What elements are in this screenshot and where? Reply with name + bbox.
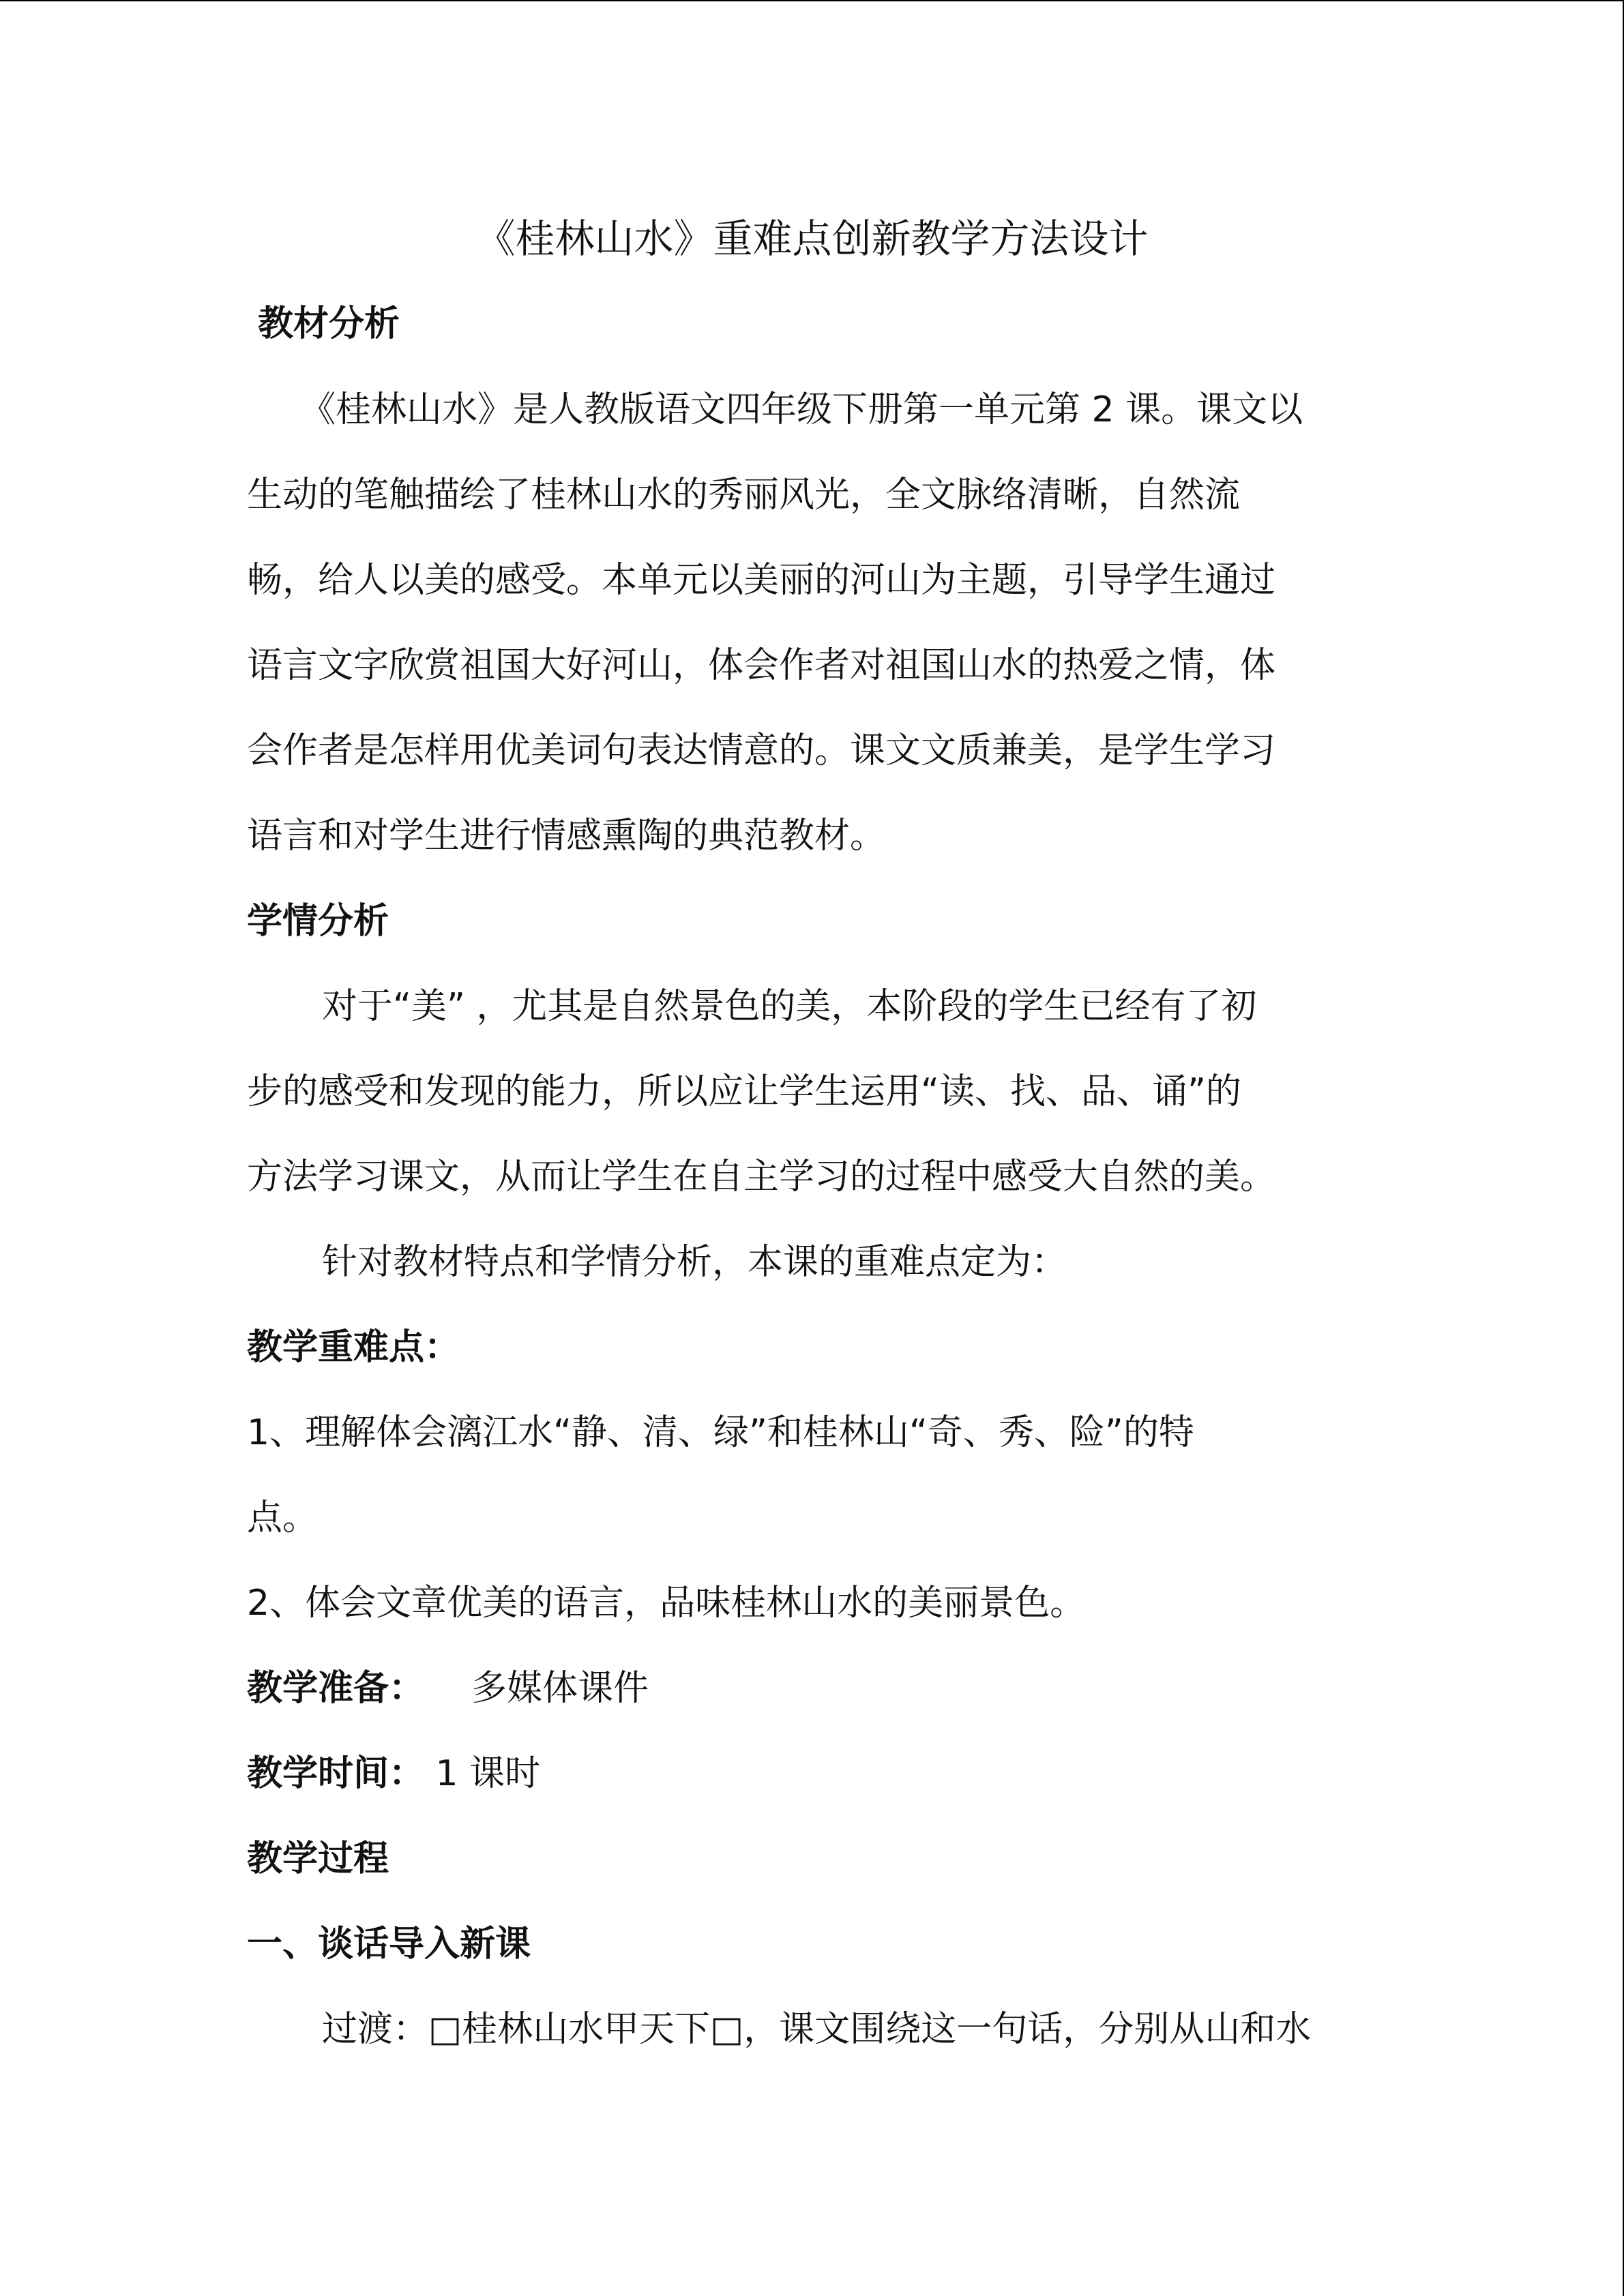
document-title: 《桂林山水》重难点创新教学方法设计	[475, 215, 1149, 262]
transition-line: 过渡：□桂林山水甲天下□，课文围绕这一句话，分别从山和水	[322, 2009, 1312, 2050]
time-value: 1 课时	[435, 1753, 541, 1794]
heading-teaching-process: 教学过程	[247, 1838, 389, 1879]
student-line-4: 针对教材特点和学情分析，本课的重难点定为：	[322, 1242, 1067, 1283]
teaching-preparation	[247, 1666, 649, 1711]
time-label: 教学时间：	[247, 1753, 425, 1794]
teaching-time	[247, 1751, 540, 1796]
material-line-5: 会作者是怎样用优美词句表达情意的。课文文质兼美，是学生学习	[247, 730, 1276, 771]
heading-step-1: 一、谈话导入新课	[247, 1924, 531, 1965]
material-line-6: 语言和对学生进行情感熏陶的典范教材。	[247, 816, 886, 856]
prep-value: 多媒体课件	[471, 1668, 649, 1709]
key-point-2: 2、体会文章优美的语言，品味桂林山水的美丽景色。	[247, 1583, 1086, 1624]
heading-material-analysis: 教材分析	[258, 303, 400, 344]
key-point-1-cont: 点。	[247, 1497, 319, 1538]
student-line-1: 对于“美” ，尤其是自然景色的美，本阶段的学生已经有了初	[322, 986, 1257, 1027]
material-line-1: 《桂林山水》是人教版语文四年级下册第一单元第 2 课。课文以	[300, 389, 1303, 430]
page-border-top	[0, 0, 1624, 1]
prep-label: 教学准备：	[247, 1668, 425, 1709]
heading-key-points: 教学重难点：	[247, 1327, 460, 1368]
student-line-2: 步的感受和发现的能力，所以应让学生运用“读、找、品、诵”的	[247, 1071, 1241, 1112]
material-line-3: 畅，给人以美的感受。本单元以美丽的河山为主题，引导学生通过	[247, 560, 1276, 601]
material-line-4: 语言文字欣赏祖国大好河山，体会作者对祖国山水的热爱之情，体	[247, 645, 1276, 686]
material-line-2: 生动的笔触描绘了桂林山水的秀丽风光，全文脉络清晰，自然流	[247, 475, 1241, 516]
student-line-3: 方法学习课文，从而让学生在自主学习的过程中感受大自然的美。	[247, 1157, 1276, 1197]
key-point-1: 1、理解体会漓江水“静、清、绿”和桂林山“奇、秀、险”的特	[247, 1412, 1194, 1453]
heading-student-analysis: 学情分析	[247, 901, 389, 942]
